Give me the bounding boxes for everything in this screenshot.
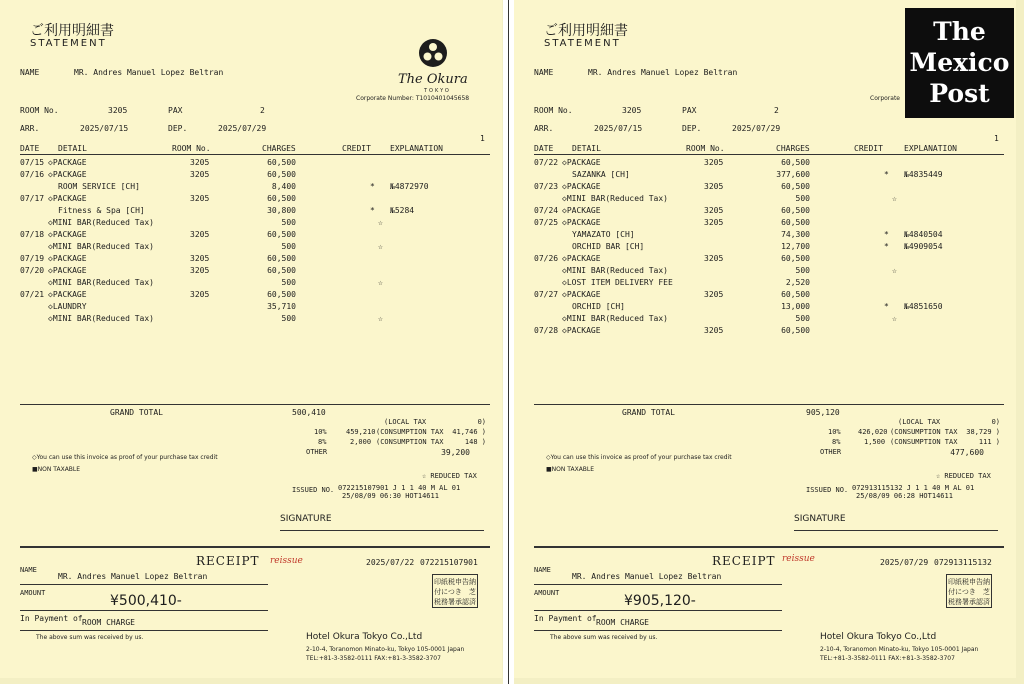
row-explanation: ☆ — [378, 242, 383, 251]
tax8-rate: 8% — [318, 438, 327, 446]
page-divider — [503, 0, 514, 684]
col-date: DATE — [20, 144, 40, 153]
row-mark: * — [370, 182, 375, 191]
row-explanation: ☆ — [892, 314, 897, 323]
room-value: 3205 — [622, 106, 642, 115]
row-charges: 60,500 — [781, 158, 810, 167]
header-rule — [534, 154, 1004, 155]
logo-city: TOKYO — [424, 88, 451, 94]
issued-label: ISSUED NO. — [292, 486, 335, 494]
row-charges: 60,500 — [267, 254, 296, 263]
col-explanation: EXPLANATION — [904, 144, 957, 153]
receipt-title: RECEIPT — [712, 554, 776, 568]
col-detail: DETAIL — [58, 144, 87, 153]
row-room: 3205 — [190, 158, 210, 167]
row-detail: ◇PACKAGE — [48, 290, 87, 299]
row-detail: ORCHID BAR [CH] — [572, 242, 645, 251]
receipt-number: 072215107901 — [420, 558, 478, 567]
name-label: NAME — [534, 68, 554, 77]
row-room: 3205 — [704, 290, 724, 299]
payment-value: ROOM CHARGE — [82, 618, 135, 627]
issued-line1: 072215107901 J 1 1 40 M AL 01 — [338, 484, 461, 492]
row-charges: 500 — [281, 314, 296, 323]
local-tax-value: 0) — [991, 418, 1000, 426]
sheet-edge — [514, 678, 1016, 684]
row-room: 3205 — [190, 230, 210, 239]
row-room: 3205 — [704, 206, 724, 215]
signature-label: SIGNATURE — [280, 514, 332, 524]
receipt-name: MR. Andres Manuel Lopez Beltran — [572, 572, 722, 581]
row-explanation: №4851650 — [904, 302, 943, 311]
row-charges: 60,500 — [781, 254, 810, 263]
local-tax-label: (LOCAL TAX — [898, 418, 941, 426]
grand-total-label: GRAND TOTAL — [110, 408, 163, 417]
sheet-edge — [0, 678, 502, 684]
local-tax-value: 0) — [477, 418, 486, 426]
corporate-number: Corporate Number: T1010401045658 — [356, 95, 470, 102]
row-date: 07/18 — [20, 230, 45, 239]
row-room: 3205 — [704, 218, 724, 227]
row-detail: Fitness & Spa [CH] — [58, 206, 145, 215]
tax10-rate: 10% — [314, 428, 327, 436]
col-charges: CHARGES — [776, 144, 810, 153]
row-charges: 60,500 — [267, 194, 296, 203]
signature-line — [794, 530, 998, 531]
tax10-base: 426,020 — [858, 428, 888, 436]
row-detail: ◇PACKAGE — [48, 266, 87, 275]
receipt-name: MR. Andres Manuel Lopez Beltran — [58, 572, 208, 581]
arrival-date: 2025/07/15 — [80, 124, 129, 133]
row-charges: 500 — [795, 314, 810, 323]
row-charges: 60,500 — [781, 218, 810, 227]
row-detail: ◇PACKAGE — [562, 218, 601, 227]
hotel-tel: TEL:+81-3-3582-0111 FAX:+81-3-3582-3707 — [820, 655, 955, 662]
row-detail: ◇PACKAGE — [48, 254, 87, 263]
receipt-amount: ¥905,120- — [624, 593, 696, 609]
local-tax-label: (LOCAL TAX — [384, 418, 427, 426]
receipt-number: 072913115132 — [934, 558, 992, 567]
signature-label: SIGNATURE — [794, 514, 846, 524]
issued-line2: 25/08/09 06:30 HOT14611 — [342, 492, 439, 500]
row-detail: ◇LOST ITEM DELIVERY FEE — [562, 278, 673, 287]
row-charges: 35,710 — [267, 302, 296, 311]
row-charges: 60,500 — [267, 158, 296, 167]
logo-line: Post — [929, 79, 990, 108]
pax-label: PAX — [682, 106, 697, 115]
col-room: ROOM No. — [686, 144, 725, 153]
non-taxable-note: ■NON TAXABLE — [546, 466, 595, 473]
row-charges: 60,500 — [781, 182, 810, 191]
tax10-value: 41,746 ) — [452, 428, 486, 436]
mexico-post-logo — [905, 8, 1014, 118]
tax10-base: 459,210 — [346, 428, 376, 436]
row-detail: ◇MINI BAR(Reduced Tax) — [48, 218, 154, 227]
grand-total-value: 905,120 — [806, 408, 840, 417]
row-detail: ◇PACKAGE — [48, 170, 87, 179]
issued-line2: 25/08/09 06:28 HOT14611 — [856, 492, 953, 500]
arrival-label: ARR. — [20, 124, 40, 133]
row-charges: 8,400 — [271, 182, 296, 191]
header-rule — [20, 154, 490, 155]
other-value: 477,600 — [950, 448, 984, 457]
row-detail: ◇MINI BAR(Reduced Tax) — [562, 266, 668, 275]
stamp-line: 付につき 芝 — [434, 588, 476, 596]
row-charges: 500 — [281, 278, 296, 287]
row-detail: ◇PACKAGE — [562, 254, 601, 263]
col-credit: CREDIT — [342, 144, 371, 153]
guest-name: MR. Andres Manuel Lopez Beltran — [74, 68, 224, 77]
row-date: 07/27 — [534, 290, 559, 299]
tax10-label: (CONSUMPTION TAX — [376, 428, 444, 436]
departure-date: 2025/07/29 — [218, 124, 267, 133]
pax-label: PAX — [168, 106, 183, 115]
row-explanation: ☆ — [378, 314, 383, 323]
row-charges: 12,700 — [781, 242, 810, 251]
received-note: The above sum was received by us. — [36, 634, 144, 641]
row-date: 07/22 — [534, 158, 559, 167]
col-detail: DETAIL — [572, 144, 601, 153]
departure-label: DEP. — [682, 124, 702, 133]
row-room: 3205 — [190, 170, 210, 179]
stamp-line: 付につき 芝 — [948, 588, 990, 596]
total-rule — [20, 404, 490, 405]
amount-line — [534, 610, 782, 611]
row-date: 07/26 — [534, 254, 559, 263]
row-mark: * — [884, 170, 889, 179]
row-charges: 74,300 — [781, 230, 810, 239]
row-charges: 500 — [281, 218, 296, 227]
row-charges: 60,500 — [781, 326, 810, 335]
row-detail: ◇PACKAGE — [562, 158, 601, 167]
row-room: 3205 — [704, 326, 724, 335]
tax8-label: (CONSUMPTION TAX — [376, 438, 444, 446]
other-label: OTHER — [306, 448, 328, 456]
receipt-rule — [20, 546, 490, 548]
page-number: 1 — [994, 134, 999, 143]
hotel-name: Hotel Okura Tokyo Co.,Ltd — [820, 632, 937, 642]
tax10-label: (CONSUMPTION TAX — [890, 428, 958, 436]
row-explanation: №4872970 — [390, 182, 429, 191]
row-mark: * — [370, 206, 375, 215]
received-note: The above sum was received by us. — [550, 634, 658, 641]
row-detail: ◇PACKAGE — [562, 206, 601, 215]
corporate-number: Corporate — [870, 95, 900, 102]
row-explanation: №4835449 — [904, 170, 943, 179]
statement-title-en: STATEMENT — [30, 38, 107, 49]
page-number: 1 — [480, 134, 485, 143]
row-date: 07/25 — [534, 218, 559, 227]
name-line — [534, 584, 782, 585]
receipt-date: 2025/07/29 — [880, 558, 929, 567]
row-room: 3205 — [704, 182, 724, 191]
hotel-tel: TEL:+81-3-3582-0111 FAX:+81-3-3582-3707 — [306, 655, 441, 662]
hotel-address: 2-10-4, Toranomon Minato-ku, Tokyo 105-0001 Japan — [820, 646, 979, 653]
statement-title-jp: ご利用明細書 — [544, 23, 628, 39]
pax-value: 2 — [774, 106, 779, 115]
reduced-tax-note: ☆ REDUCED TAX — [936, 472, 991, 480]
statement-left — [0, 0, 502, 684]
hotel-name: Hotel Okura Tokyo Co.,Ltd — [306, 632, 423, 642]
other-value: 39,200 — [441, 448, 470, 457]
row-charges: 60,500 — [781, 290, 810, 299]
row-room: 3205 — [190, 194, 210, 203]
payment-value: ROOM CHARGE — [596, 618, 649, 627]
tax8-base: 1,500 — [864, 438, 886, 446]
row-charges: 2,520 — [785, 278, 810, 287]
total-rule — [534, 404, 1004, 405]
row-mark: * — [884, 230, 889, 239]
row-explanation: ☆ — [892, 194, 897, 203]
row-explanation: ☆ — [892, 266, 897, 275]
row-room: 3205 — [190, 266, 210, 275]
statement-title-en: STATEMENT — [544, 38, 621, 49]
row-charges: 60,500 — [267, 170, 296, 179]
stamp-line: 税務署承認済 — [948, 598, 990, 606]
row-date: 07/21 — [20, 290, 45, 299]
row-date: 07/28 — [534, 326, 559, 335]
guest-name: MR. Andres Manuel Lopez Beltran — [588, 68, 738, 77]
row-date: 07/17 — [20, 194, 45, 203]
reissue-stamp: reissue — [270, 556, 303, 566]
logo-name: The Okura — [398, 72, 468, 87]
row-detail: ◇MINI BAR(Reduced Tax) — [562, 314, 668, 323]
row-detail: ◇PACKAGE — [562, 182, 601, 191]
name-label: NAME — [20, 68, 40, 77]
room-value: 3205 — [108, 106, 128, 115]
row-date: 07/20 — [20, 266, 45, 275]
logo-line: The — [933, 17, 986, 46]
row-date: 07/24 — [534, 206, 559, 215]
row-explanation: ☆ — [378, 218, 383, 227]
stamp-line: 印紙税申告納 — [948, 578, 990, 586]
tax10-rate: 10% — [828, 428, 841, 436]
row-detail: ◇PACKAGE — [48, 230, 87, 239]
row-charges: 60,500 — [781, 206, 810, 215]
row-room: 3205 — [190, 290, 210, 299]
tax8-value: 148 ) — [464, 438, 486, 446]
row-detail: ◇PACKAGE — [562, 290, 601, 299]
row-date: 07/23 — [534, 182, 559, 191]
row-detail: ◇MINI BAR(Reduced Tax) — [48, 314, 154, 323]
row-detail: ◇PACKAGE — [48, 194, 87, 203]
logo-line: Mexico — [909, 48, 1010, 77]
grand-total-label: GRAND TOTAL — [622, 408, 675, 417]
col-room: ROOM No. — [172, 144, 211, 153]
payment-label: In Payment of — [20, 614, 83, 623]
reissue-stamp: reissue — [782, 554, 815, 564]
row-detail: SAZANKA [CH] — [572, 170, 630, 179]
non-taxable-note: ■NON TAXABLE — [32, 466, 81, 473]
row-mark: * — [884, 302, 889, 311]
departure-date: 2025/07/29 — [732, 124, 781, 133]
row-detail: ROOM SERVICE [CH] — [58, 182, 140, 191]
room-label: ROOM No. — [534, 106, 573, 115]
row-detail: ◇PACKAGE — [48, 158, 87, 167]
receipt-name-label: NAME — [534, 566, 551, 574]
arrival-label: ARR. — [534, 124, 554, 133]
row-room: 3205 — [190, 254, 210, 263]
row-room: 3205 — [704, 158, 724, 167]
arrival-date: 2025/07/15 — [594, 124, 643, 133]
amount-label: AMOUNT — [534, 589, 560, 597]
payment-label: In Payment of — [534, 614, 597, 623]
row-detail: ORCHID [CH] — [572, 302, 625, 311]
stamp-line: 印紙税申告納 — [434, 578, 476, 586]
issued-line1: 072913115132 J 1 1 40 M AL 01 — [852, 484, 975, 492]
row-date: 07/15 — [20, 158, 45, 167]
col-credit: CREDIT — [854, 144, 883, 153]
row-detail: YAMAZATO [CH] — [572, 230, 635, 239]
reduced-tax-note: ☆ REDUCED TAX — [422, 472, 477, 480]
row-detail: ◇MINI BAR(Reduced Tax) — [48, 278, 154, 287]
payment-line — [20, 630, 268, 631]
row-detail: ◇PACKAGE — [562, 326, 601, 335]
row-charges: 60,500 — [267, 290, 296, 299]
receipt-name-label: NAME — [20, 566, 37, 574]
row-charges: 500 — [795, 266, 810, 275]
receipt-date: 2025/07/22 — [366, 558, 415, 567]
row-charges: 377,600 — [776, 170, 810, 179]
pax-value: 2 — [260, 106, 265, 115]
okura-logo-icon — [418, 38, 448, 68]
row-charges: 500 — [795, 194, 810, 203]
row-mark: * — [884, 242, 889, 251]
revenue-stamp — [946, 574, 992, 608]
row-detail: ◇LAUNDRY — [48, 302, 87, 311]
col-explanation: EXPLANATION — [390, 144, 443, 153]
stamp-line: 税務署承認済 — [434, 598, 476, 606]
receipt-title: RECEIPT — [196, 554, 260, 568]
row-explanation: ☆ — [378, 278, 383, 287]
row-charges: 13,000 — [781, 302, 810, 311]
proof-note: ◇You can use this invoice as proof of your purchase tax credit — [546, 454, 732, 461]
tax8-rate: 8% — [832, 438, 841, 446]
row-charges: 500 — [281, 242, 296, 251]
row-charges: 60,500 — [267, 266, 296, 275]
row-explanation: №5284 — [390, 206, 415, 215]
row-room: 3205 — [704, 254, 724, 263]
hotel-address: 2-10-4, Toranomon Minato-ku, Tokyo 105-0001 Japan — [306, 646, 465, 653]
row-detail: ◇MINI BAR(Reduced Tax) — [562, 194, 668, 203]
tax8-label: (CONSUMPTION TAX — [890, 438, 958, 446]
row-charges: 60,500 — [267, 230, 296, 239]
col-charges: CHARGES — [262, 144, 296, 153]
tax8-value: 111 ) — [978, 438, 1000, 446]
grand-total-value: 500,410 — [292, 408, 326, 417]
row-charges: 30,800 — [267, 206, 296, 215]
proof-note: ◇You can use this invoice as proof of your purchase tax credit — [32, 454, 218, 461]
room-label: ROOM No. — [20, 106, 59, 115]
tax10-value: 38,729 ) — [966, 428, 1000, 436]
row-date: 07/19 — [20, 254, 45, 263]
amount-label: AMOUNT — [20, 589, 46, 597]
amount-line — [20, 610, 268, 611]
name-line — [20, 584, 268, 585]
receipt-rule — [534, 546, 1004, 548]
other-label: OTHER — [820, 448, 842, 456]
row-date: 07/16 — [20, 170, 45, 179]
receipt-amount: ¥500,410- — [110, 593, 182, 609]
issued-label: ISSUED NO. — [806, 486, 849, 494]
departure-label: DEP. — [168, 124, 188, 133]
tax8-base: 2,000 — [350, 438, 372, 446]
revenue-stamp — [432, 574, 478, 608]
col-date: DATE — [534, 144, 554, 153]
signature-line — [280, 530, 484, 531]
row-explanation: №4840504 — [904, 230, 943, 239]
statement-title-jp: ご利用明細書 — [30, 23, 114, 39]
row-detail: ◇MINI BAR(Reduced Tax) — [48, 242, 154, 251]
row-explanation: №4909054 — [904, 242, 943, 251]
payment-line — [534, 630, 782, 631]
